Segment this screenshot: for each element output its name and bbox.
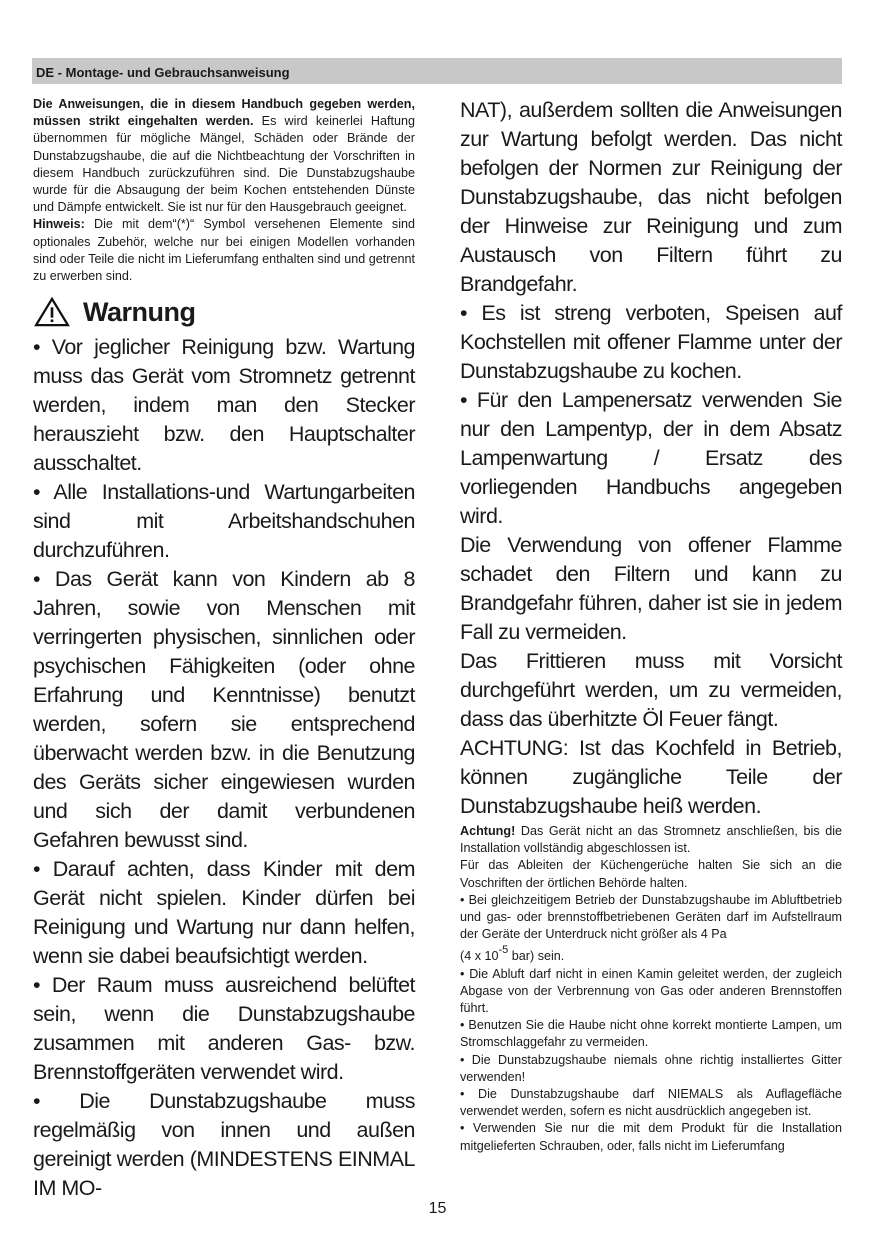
page-header-title: DE - Montage- und Gebrauchsanweisung (36, 65, 290, 80)
hint-paragraph (33, 216, 415, 285)
hint-label: Hinweis: (33, 217, 85, 232)
left-column (33, 96, 415, 1203)
odour-discharge-paragraph: Für das Ableiten der Küchengerüche halten Sie sich an die Voschriften der örtlichen Behörde halten. (460, 858, 842, 890)
attention-text: Das Gerät nicht an das Stromnetz anschließen, bis die Installation vollständig abgeschlossen ist. (460, 824, 842, 856)
warning-item-cleaning: • Die Dunstabzugshaube muss regelmäßig von innen und außen gereinigt werden (MINDESTENS EINMAL IM MO- (33, 1089, 415, 1201)
attention-paragraph (460, 823, 842, 857)
hint-text: Die mit dem“(*)“ Symbol versehenen Elemente sind optionales Zubehör, welche nur bei einigen Modellen vorhanden sind oder Teile die nicht im Lieferumfang enthalten sind und getrennt zu erwerben sind. (33, 217, 415, 284)
exhaust-chimney-paragraph: • Die Abluft darf nicht in einen Kamin geleitet werden, der zugleich Abgase von der Verbrennung von Gas oder anderen Brennstoffen führt. (460, 966, 842, 1016)
pressure-exponent: -5 (498, 944, 509, 957)
warning-heading (33, 295, 415, 329)
warning-title: Warnung (83, 296, 196, 327)
page-number: 15 (428, 1200, 447, 1217)
pressure-value-line (460, 944, 842, 965)
page-header-bar (32, 58, 842, 84)
cleaning-continued-paragraph: NAT), außerdem sollten die Anweisungen zur Wartung befolgt werden. Das nicht befolgen der Normen zur Reinigung der Dunstabzugshaube, das nicht befolgen der Hinweise zur Reinigung und zum Austausch von Filtern führt zu Brandgefahr. (460, 98, 842, 296)
warning-item-lamp-replacement: • Für den Lampenersatz verwenden Sie nur den Lampentyp, der in dem Absatz Lampenwartung / Ersatz des vorliegenden Handbuchs angegeben wird. (460, 388, 842, 528)
frying-paragraph: Das Frittieren muss mit Vorsicht durchgeführt werden, um zu vermeiden, dass das überhitzte Öl Feuer fängt. (460, 649, 842, 731)
intro-paragraph (33, 96, 415, 216)
pressure-value-post: bar) sein. (508, 949, 565, 964)
pressure-value-pre: (4 x 10 (460, 949, 499, 964)
warning-triangle-icon (33, 297, 71, 327)
intro-bold-text: Die Anweisungen, die in diesem Handbuch gegeben werden, müssen strikt eingehalten werden. (33, 97, 415, 129)
warning-item-children-play: • Darauf achten, dass Kinder mit dem Gerät nicht spielen. Kinder dürfen bei Reinigung und Wartung nur dann helfen, wenn sie dabei beaufsichtigt werden. (33, 857, 415, 969)
grid-paragraph: • Die Dunstabzugshaube niemals ohne richtig installiertes Gitter verwenden! (460, 1052, 842, 1084)
support-surface-paragraph: • Die Dunstabzugshaube darf NIEMALS als Auflagefläche verwendet werden, sofern es nicht ausdrücklich angegeben ist. (460, 1087, 842, 1119)
negative-pressure-paragraph: • Bei gleichzeitigem Betrieb der Dunstabzugshaube im Abluftbetrieb und gas- oder brennstoffbetriebenen Geräten darf im Aufstellraum der Geräte der Unterdruck nicht größer als 4 Pa (460, 892, 842, 942)
open-flame-paragraph: Die Verwendung von offener Flamme schadet den Filtern und kann zu Brandgefahr führen, daher ist sie in jedem Fall zu vermeiden. (460, 533, 842, 644)
screws-paragraph: • Verwenden Sie nur die mit dem Produkt für die Installation mitgelieferten Schrauben, oder, falls nicht im Lieferumfang (460, 1121, 842, 1153)
warning-item-open-flame-cooking: • Es ist streng verboten, Speisen auf Kochstellen mit offener Flamme unter der Dunstabzugshaube zu kochen. (460, 301, 842, 383)
warning-item-children-use: • Das Gerät kann von Kindern ab 8 Jahren, sowie von Menschen mit verringerten physischen, sinnlichen oder psychischen Fähigkeiten (oder ohne Erfahrung und Kenntnisse) benutzt werden, sofern sie entsprechend überwacht werden bzw. in die Benutzung des Geräts sicher eingewiesen wurden und sich der damit verbundenen Gefahren bewusst sind. (33, 567, 415, 853)
right-column (460, 96, 842, 1155)
warning-item-disconnect: • Vor jeglicher Reinigung bzw. Wartung muss das Gerät vom Stromnetz getrennt werden, indem man den Stecker herauszieht bzw. den Hauptschalter ausschaltet. (33, 335, 415, 476)
warning-item-gloves: • Alle Installations-und Wartungarbeiten sind mit Arbeitshandschuhen durchzuführen. (33, 480, 415, 563)
hot-parts-paragraph: ACHTUNG: Ist das Kochfeld in Betrieb, können zugängliche Teile der Dunstabzugshaube heiß werden. (460, 736, 842, 818)
attention-label: Achtung! (460, 824, 516, 838)
warning-item-ventilation: • Der Raum muss ausreichend belüftet sein, wenn die Dunstabzugshaube zusammen mit anderen Gas- bzw. Brennstoffgeräten verwendet wird. (33, 973, 415, 1085)
lamps-paragraph: • Benutzen Sie die Haube nicht ohne korrekt montierte Lampen, um Stromschlaggefahr zu vermeiden. (460, 1018, 842, 1050)
intro-text: Es wird keinerlei Haftung übernommen für mögliche Mängel, Schäden oder Brände der Dunstabzugshaube, die auf die Nichtbeachtung der Vorschriften in diesem Handbuch zurückzuführen sind. Die Dunstabzugshaube wurde für die Absaugung der beim Kochen entstehenden Dünste und Dämpfe entwickelt. Sie ist nur für den Hausgebrauch geeignet. (33, 114, 415, 215)
